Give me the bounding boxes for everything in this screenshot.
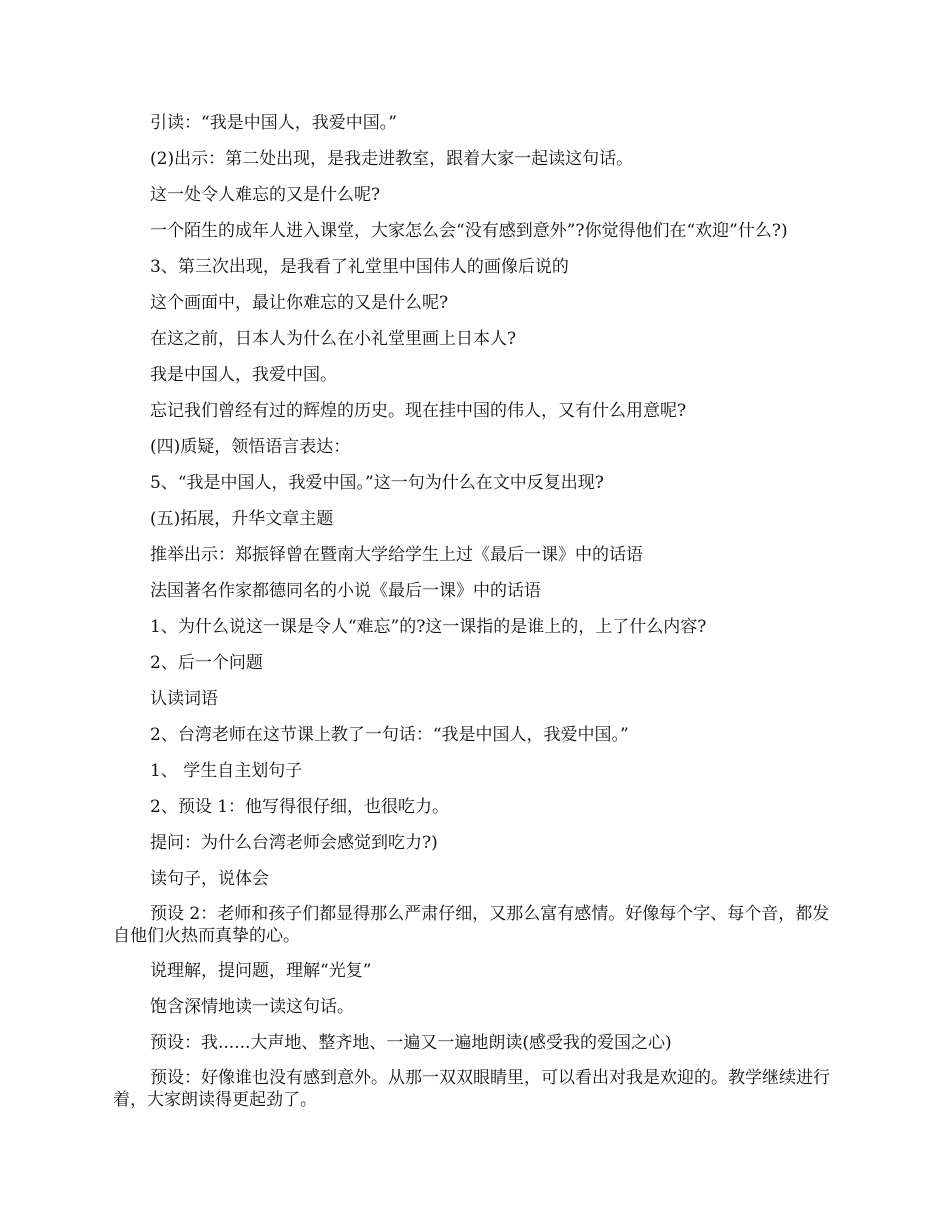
paragraph: 3、第三次出现，是我看了礼堂里中国伟人的画像后说的 [150, 257, 569, 277]
paragraph: 1、 学生自主划句子 [150, 761, 303, 781]
paragraph: 引读：“我是中国人，我爱中国。” [150, 113, 397, 133]
paragraph: 在这之前，日本人为什么在小礼堂里画上日本人? [150, 329, 517, 349]
paragraph: 1、为什么说这一课是令人“难忘”的?这一课指的是谁上的，上了什么内容? [150, 617, 707, 637]
paragraph: 这一处令人难忘的又是什么呢? [150, 185, 381, 205]
paragraph: 认读词语 [150, 689, 218, 709]
paragraph: 2、台湾老师在这节课上教了一句话：“我是中国人，我爱中国。” [150, 725, 629, 745]
paragraph: (四)质疑，领悟语言表达： [150, 437, 351, 457]
paragraph: 一个陌生的成年人进入课堂，大家怎么会“没有感到意外”?你觉得他们在“欢迎”什么?) [150, 221, 788, 241]
paragraph: 预设 2：老师和孩子们都显得那么严肃仔细，又那么富有感情。好像每个字、每个音，都发自他们火热而真挚的心。 [113, 904, 830, 946]
paragraph: 法国著名作家都德同名的小说《最后一课》中的话语 [150, 581, 541, 601]
paragraph: 预设：我......大声地、整齐地、一遍又一遍地朗读(感受我的爱国之心) [150, 1033, 672, 1053]
paragraph: 2、预设 1：他写得很仔细，也很吃力。 [150, 797, 450, 817]
paragraph: 5、“我是中国人，我爱中国。”这一句为什么在文中反复出现? [150, 473, 604, 493]
paragraph: (五)拓展，升华文章主题 [150, 509, 334, 529]
paragraph: 饱含深情地读一读这句话。 [150, 997, 354, 1017]
paragraph: 说理解，提问题，理解“光复” [150, 961, 372, 981]
paragraph: 推举出示：郑振铎曾在暨南大学给学生上过《最后一课》中的话语 [150, 545, 643, 565]
paragraph: 这个画面中，最让你难忘的又是什么呢? [150, 293, 449, 313]
paragraph: 提问：为什么台湾老师会感觉到吃力?) [150, 833, 438, 853]
paragraph: 2、后一个问题 [150, 653, 263, 673]
paragraph: 预设：好像谁也没有感到意外。从那一双双眼睛里，可以看出对我是欢迎的。教学继续进行着，大家朗读得更起劲了。 [113, 1068, 830, 1110]
paragraph: (2)出示：第二处出现，是我走进教室，跟着大家一起读这句话。 [150, 149, 634, 169]
paragraph: 我是中国人，我爱中国。 [150, 365, 337, 385]
paragraph: 忘记我们曾经有过的辉煌的历史。现在挂中国的伟人，又有什么用意呢? [150, 401, 687, 421]
paragraph: 读句子，说体会 [150, 869, 269, 889]
